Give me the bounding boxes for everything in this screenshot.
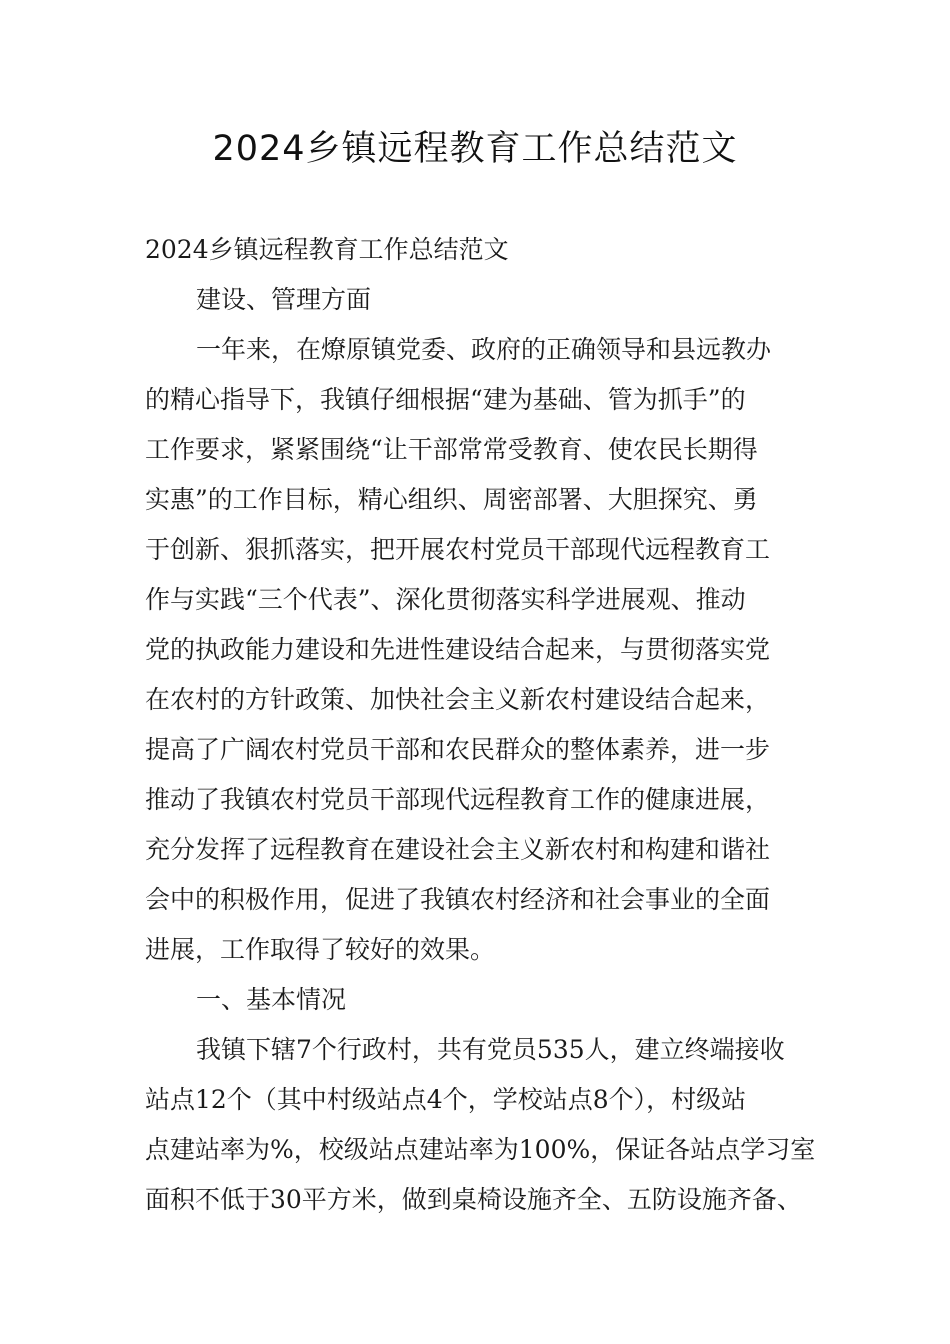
document-title: 2024乡镇远程教育工作总结范文 (212, 129, 738, 169)
paragraph-line: 推动了我镇农村党员干部现代远程教育工作的健康进展， (145, 785, 771, 814)
paragraph-line: 作与实践“三个代表”、深化贯彻落实科学进展观、推动 (145, 585, 746, 614)
paragraph-line: 提高了广阔农村党员干部和农民群众的整体素养，进一步 (145, 735, 771, 764)
paragraph-line: 进展，工作取得了较好的效果。 (145, 935, 496, 964)
paragraph-line: 充分发挥了远程教育在建设社会主义新农村和构建和谐社 (145, 835, 771, 864)
paragraph-line: 站点12个（其中村级站点4个，学校站点8个），村级站 (145, 1085, 747, 1114)
section-heading-basic-info: 一、基本情况 (196, 985, 347, 1014)
paragraph-line: 我镇下辖7个行政村，共有党员535人，建立终端接收 (196, 1035, 785, 1064)
paragraph-line: 工作要求，紧紧围绕“让干部常常受教育、使农民长期得 (145, 435, 758, 464)
paragraph-line: 在农村的方针政策、加快社会主义新农村建设结合起来， (145, 685, 771, 714)
paragraph-line: 会中的积极作用，促进了我镇农村经济和社会事业的全面 (145, 885, 771, 914)
paragraph-line: 实惠”的工作目标，精心组织、周密部署、大胆探究、勇 (145, 485, 758, 514)
section-heading-construction: 建设、管理方面 (196, 285, 372, 314)
subtitle-line: 2024乡镇远程教育工作总结范文 (145, 235, 509, 264)
paragraph-line: 一年来，在燎原镇党委、政府的正确领导和县远教办 (196, 335, 772, 364)
paragraph-line: 的精心指导下，我镇仔细根据“建为基础、管为抓手”的 (145, 385, 746, 414)
paragraph-line: 面积不低于30平方米，做到桌椅设施齐全、五防设施齐备、 (145, 1185, 802, 1214)
paragraph-line: 于创新、狠抓落实，把开展农村党员干部现代远程教育工 (145, 535, 771, 564)
paragraph-line: 点建站率为%，校级站点建站率为100%，保证各站点学习室 (145, 1135, 816, 1164)
paragraph-line: 党的执政能力建设和先进性建设结合起来，与贯彻落实党 (145, 635, 771, 664)
